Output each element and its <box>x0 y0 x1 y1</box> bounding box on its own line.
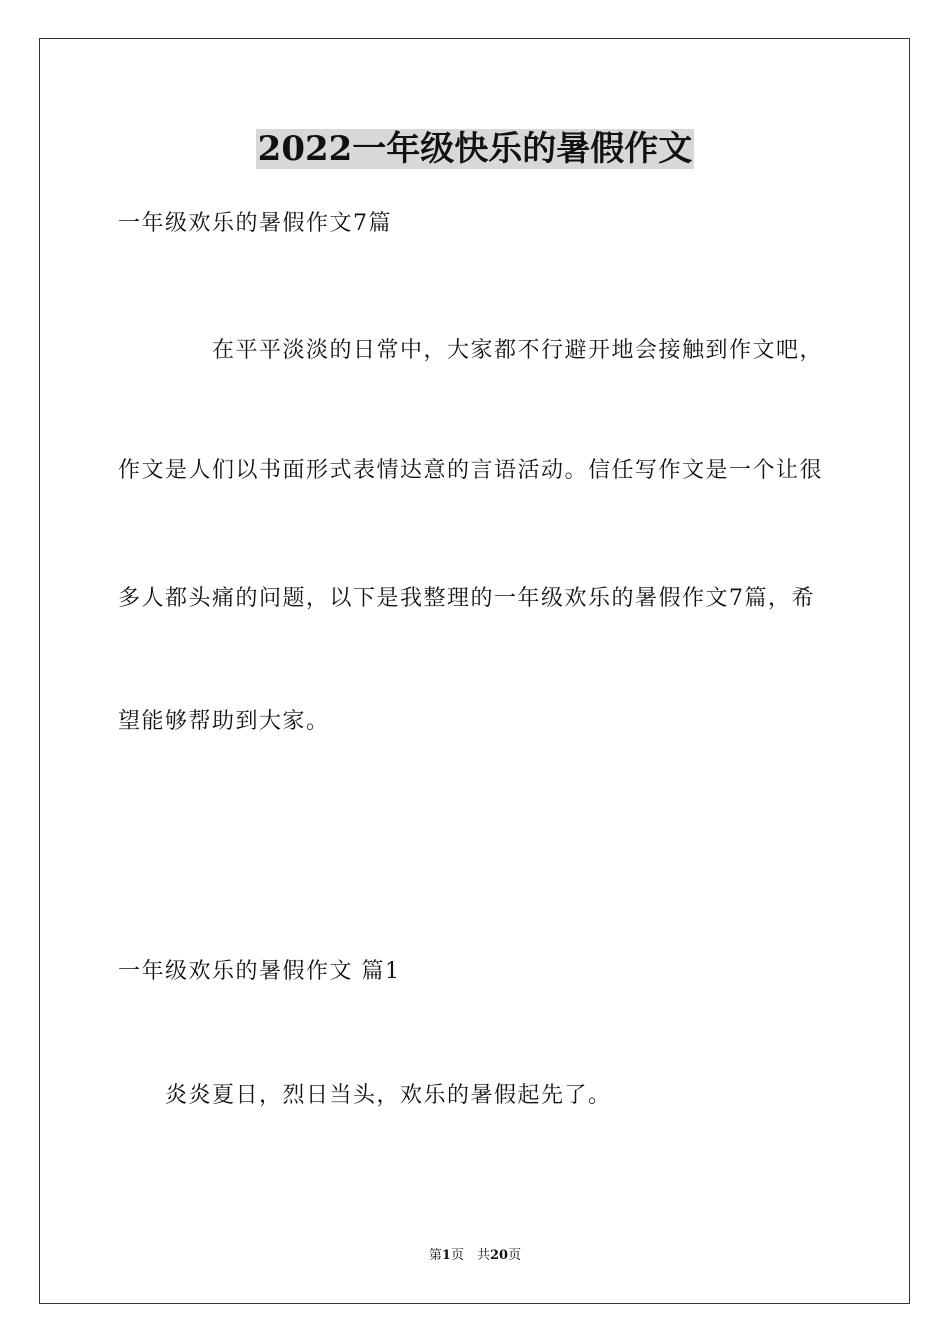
footer-suffix: 页 <box>508 1248 522 1263</box>
intro-line-1: 在平平淡淡的日常中，大家都不行避开地会接触到作文吧， <box>212 338 824 363</box>
intro-line-3: 多人都头痛的问题，以下是我整理的一年级欢乐的暑假作文7篇，希 <box>118 586 815 611</box>
document-subtitle: 一年级欢乐的暑假作文7篇 <box>118 211 392 236</box>
footer-page-total: 20 <box>489 1248 509 1263</box>
page-footer <box>0 1246 950 1266</box>
intro-line-2: 作文是人们以书面形式表情达意的言语活动。信任写作文是一个让很 <box>118 458 824 483</box>
footer-prefix: 第 <box>428 1248 442 1263</box>
section-heading: 一年级欢乐的暑假作文 篇1 <box>118 959 401 984</box>
document-title-text: 2022一年级快乐的暑假作文 <box>257 129 693 169</box>
intro-line-4: 望能够帮助到大家。 <box>118 709 330 734</box>
section-first-line: 炎炎夏日，烈日当头，欢乐的暑假起先了。 <box>165 1083 612 1108</box>
footer-mid: 页 共 <box>450 1248 490 1263</box>
footer-page-current: 1 <box>441 1248 451 1263</box>
document-title <box>0 127 950 171</box>
